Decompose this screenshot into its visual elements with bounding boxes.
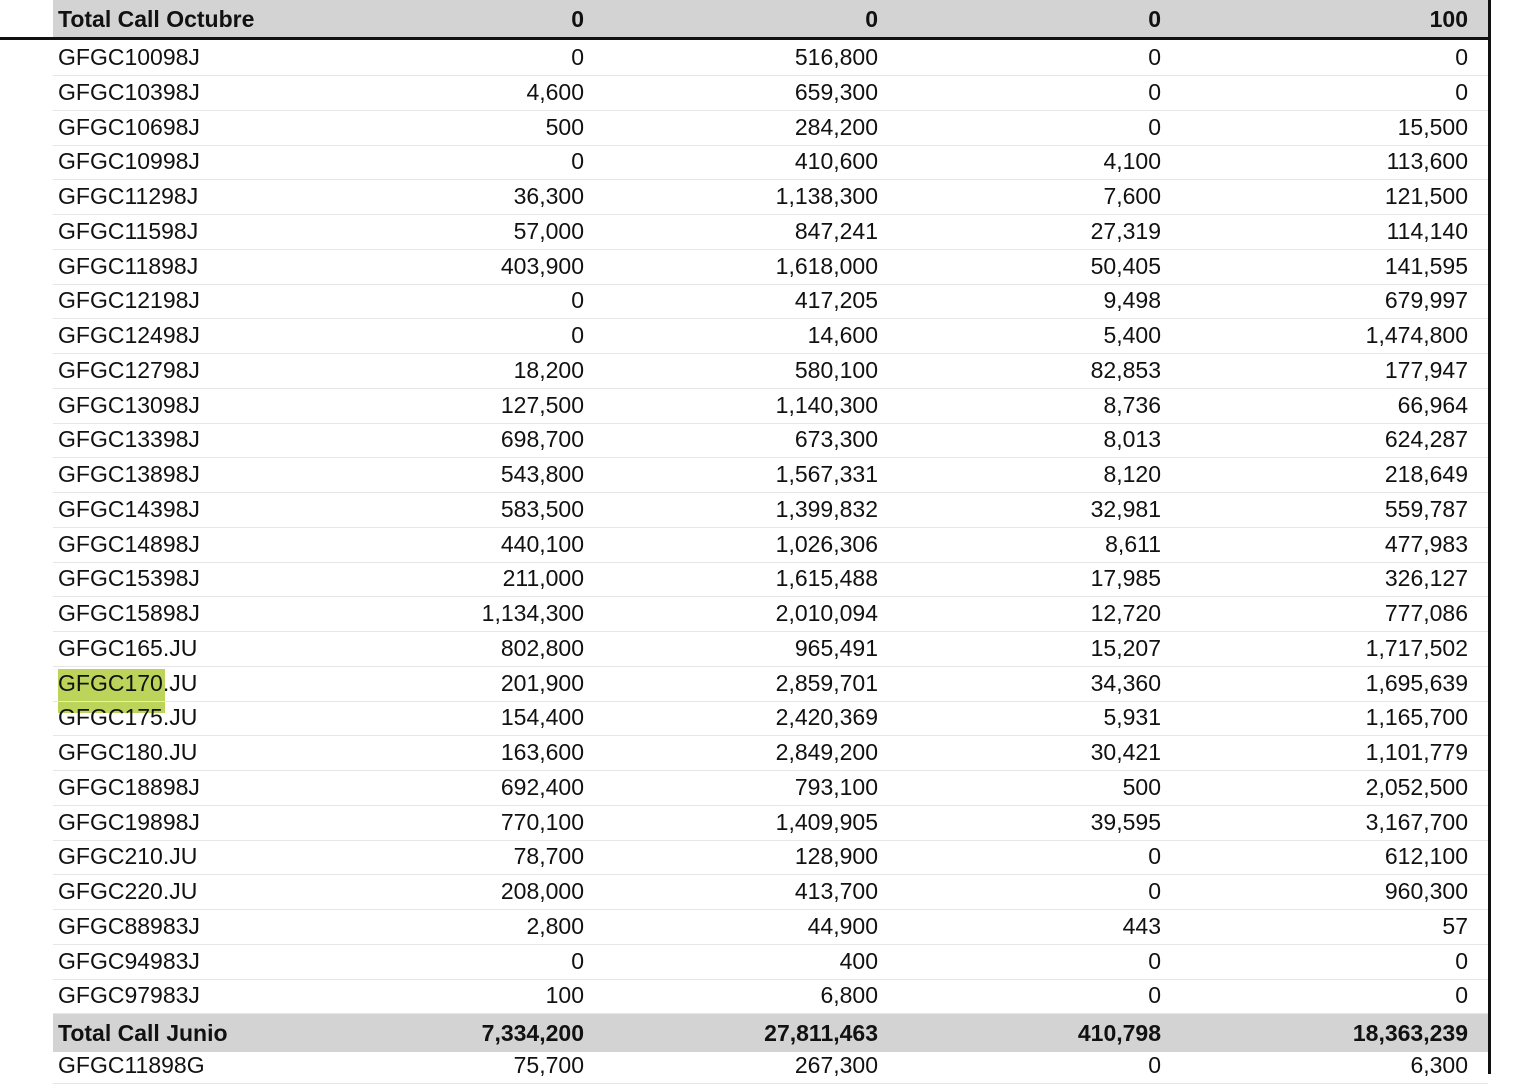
value-cell-col4[interactable]: 0 [1455,982,1468,1009]
table-row [53,144,1488,180]
value-cell-col1[interactable]: 1,134,300 [481,600,584,626]
row-label-cell[interactable]: Total Call Junio [58,1020,228,1046]
value-cell-col3[interactable]: 0 [1148,1052,1161,1078]
table-row [53,75,1488,111]
value-cell-col4[interactable]: 18,363,239 [1352,1020,1468,1046]
value-cell-col1[interactable]: 0 [571,322,584,348]
table-row [53,909,1488,945]
value-cell-col2[interactable]: 580,100 [794,356,878,383]
value-cell-col3[interactable]: 8,736 [1103,391,1161,418]
table-row [53,874,1488,910]
value-cell-col3[interactable]: 39,595 [1090,808,1161,835]
value-cell-col4[interactable]: 2,052,500 [1365,773,1468,800]
value-cell-col2[interactable]: 2,849,200 [775,739,878,765]
total-row-octubre [53,0,1488,38]
value-cell-col4[interactable]: 612,100 [1384,843,1468,870]
value-cell-col2[interactable]: 267,300 [794,1052,878,1078]
value-cell-col3[interactable]: 17,985 [1090,565,1161,592]
value-cell-col4[interactable]: 0 [1455,78,1468,105]
value-cell-col1[interactable]: 0 [571,287,584,314]
table-row [53,110,1488,146]
value-cell-col3[interactable]: 5,931 [1103,704,1161,731]
value-cell-col4[interactable]: 177,947 [1384,356,1468,383]
value-cell-col1[interactable]: 100 [545,982,584,1009]
value-cell-col4[interactable]: 326,127 [1384,565,1468,592]
value-cell-col4[interactable]: 1,165,700 [1365,704,1468,731]
value-cell-col4[interactable]: 114,140 [1386,217,1468,244]
value-cell-col4[interactable]: 218,649 [1384,461,1468,487]
row-label-cell[interactable]: GFGC11898G [58,1052,205,1078]
row-label-cell[interactable]: Total Call Octubre [58,6,255,32]
table-row [53,978,1488,1014]
value-cell-col3[interactable]: 5,400 [1103,322,1161,348]
value-cell-col4[interactable]: 113,600 [1386,148,1468,175]
table-row [53,631,1488,667]
row-label-cell[interactable]: GFGC14398J [58,495,200,522]
value-cell-col4[interactable]: 1,717,502 [1365,634,1468,661]
value-cell-col1[interactable]: 163,600 [500,739,584,765]
row-label-cell[interactable]: GFGC10098J [58,44,200,70]
value-cell-col1[interactable]: 440,100 [500,530,584,557]
value-cell-col2[interactable]: 0 [865,6,878,32]
value-cell-col2[interactable]: 673,300 [794,426,878,453]
value-cell-col4[interactable]: 679,997 [1384,287,1468,314]
value-cell-col1[interactable]: 583,500 [500,495,584,522]
table-row [53,40,1488,76]
row-label-cell[interactable]: GFGC11898J [58,252,199,279]
row-label-cell[interactable]: GFGC97983J [58,982,200,1009]
value-cell-col2[interactable]: 2,010,094 [775,600,878,626]
row-label-cell[interactable]: GFGC12198J [58,287,200,314]
table-row [53,944,1488,980]
row-label-cell[interactable]: GFGC180.JU [58,739,198,765]
value-cell-col2[interactable]: 1,026,306 [775,530,878,557]
row-label-cell[interactable]: GFGC15398J [58,565,200,592]
row-label-cell[interactable]: GFGC11298J [58,183,199,209]
table-row [53,179,1488,215]
value-cell-col3[interactable]: 32,981 [1090,495,1161,522]
value-cell-col4[interactable]: 0 [1455,44,1468,70]
value-cell-col2[interactable]: 417,205 [794,287,878,314]
value-cell-col4[interactable]: 100 [1429,6,1468,32]
value-cell-col3[interactable]: 0 [1148,982,1161,1009]
table-row [53,422,1488,458]
value-cell-col3[interactable]: 0 [1148,843,1161,870]
value-cell-col1[interactable]: 500 [545,113,584,140]
table-row [53,214,1488,250]
row-label-cell[interactable]: GFGC14898J [58,530,200,557]
value-cell-col2[interactable]: 659,300 [794,78,878,105]
value-cell-col3[interactable]: 0 [1148,947,1161,974]
value-cell-col1[interactable]: 201,900 [500,669,584,696]
row-label-cell[interactable]: GFGC175.JU [58,704,198,731]
row-label-cell[interactable]: GFGC13898J [58,461,200,487]
value-cell-col4[interactable]: 960,300 [1384,878,1468,904]
value-cell-col2[interactable]: 1,615,488 [775,565,878,592]
value-cell-col1[interactable]: 0 [571,947,584,974]
row-label-cell[interactable]: GFGC88983J [58,912,200,939]
value-cell-col1[interactable]: 692,400 [500,773,584,800]
value-cell-col1[interactable]: 4,600 [526,78,584,105]
value-cell-col1[interactable]: 802,800 [500,634,584,661]
value-cell-col2[interactable]: 284,200 [794,113,878,140]
value-cell-col1[interactable]: 154,400 [500,704,584,731]
table-row [53,561,1488,597]
value-cell-col2[interactable]: 2,420,369 [775,704,878,731]
table-row [53,666,1488,702]
value-cell-col1[interactable]: 208,000 [500,878,584,904]
value-cell-col1[interactable]: 57,000 [513,217,584,244]
row-label-cell[interactable]: GFGC220.JU [58,878,198,904]
value-cell-col4[interactable]: 6,300 [1410,1052,1468,1078]
value-cell-col3[interactable]: 8,013 [1103,426,1161,453]
row-label-cell[interactable]: GFGC19898J [58,808,200,835]
value-cell-col1[interactable]: 698,700 [500,426,584,453]
row-label-cell[interactable]: GFGC13098J [58,391,200,418]
value-cell-col4[interactable]: 3,167,700 [1365,808,1468,835]
value-cell-col3[interactable]: 4,100 [1103,148,1161,175]
value-cell-col2[interactable]: 6,800 [820,982,878,1009]
value-cell-col3[interactable]: 7,600 [1103,183,1161,209]
table-row [53,388,1488,424]
table-row [53,457,1488,493]
value-cell-col1[interactable]: 2,800 [526,912,584,939]
value-cell-col4[interactable]: 1,474,800 [1365,322,1468,348]
value-cell-col3[interactable]: 0 [1148,44,1161,70]
table-row [53,492,1488,528]
row-label-cell[interactable]: GFGC11598J [58,217,199,244]
row-label-cell[interactable]: GFGC12498J [58,322,200,348]
value-cell-col2[interactable]: 1,618,000 [775,252,878,279]
table-row [53,249,1488,285]
table-row [53,318,1488,354]
value-cell-col4[interactable]: 1,695,639 [1365,669,1468,696]
total-row-junio [53,1014,1488,1052]
row-label-cell[interactable]: GFGC210.JU [58,843,198,870]
value-cell-col4[interactable]: 559,787 [1384,495,1468,522]
value-cell-col3[interactable]: 0 [1148,6,1161,32]
table-row [53,596,1488,632]
value-cell-col1[interactable]: 7,334,200 [481,1020,584,1046]
value-cell-col4[interactable]: 141,595 [1384,252,1468,279]
value-cell-col2[interactable]: 14,600 [807,322,878,348]
value-cell-col1[interactable]: 403,900 [500,252,584,279]
table-row [53,805,1488,841]
value-cell-col4[interactable]: 121,500 [1384,183,1468,209]
value-cell-col3[interactable]: 410,798 [1077,1020,1161,1046]
value-cell-col4[interactable]: 57 [1442,912,1468,939]
value-cell-col1[interactable]: 36,300 [513,183,584,209]
value-cell-col2[interactable]: 27,811,463 [764,1020,878,1046]
value-cell-col2[interactable]: 1,138,300 [775,183,878,209]
table-row [53,770,1488,806]
row-label-cell[interactable]: GFGC13398J [58,426,200,453]
value-cell-col1[interactable]: 18,200 [513,356,584,383]
row-label-cell[interactable]: GFGC15898J [58,600,200,626]
table-row [53,353,1488,389]
value-cell-col4[interactable]: 777,086 [1384,600,1468,626]
value-cell-col3[interactable]: 50,405 [1090,252,1161,279]
table-row [53,527,1488,563]
table-row [53,839,1488,875]
row-label-cell[interactable]: GFGC165.JU [58,634,198,661]
value-cell-col3[interactable]: 82,853 [1090,356,1161,383]
value-cell-col1[interactable]: 0 [571,6,584,32]
value-cell-col2[interactable]: 1,409,905 [775,808,878,835]
value-cell-col1[interactable]: 78,700 [513,843,584,870]
value-cell-col1[interactable]: 770,100 [500,808,584,835]
value-cell-col3[interactable]: 15,207 [1090,634,1161,661]
table-row [53,283,1488,319]
value-cell-col4[interactable]: 0 [1455,947,1468,974]
row-label-cell[interactable]: GFGC10398J [58,78,200,105]
right-border [1488,0,1491,1074]
value-cell-col1[interactable]: 0 [571,148,584,175]
value-cell-col2[interactable]: 1,567,331 [775,461,878,487]
row-label-cell[interactable]: GFGC10698J [58,113,200,140]
value-cell-col1[interactable]: 0 [571,44,584,70]
row-label-cell[interactable]: GFGC170.JU [58,669,198,696]
row-label-cell[interactable]: GFGC12798J [58,356,200,383]
value-cell-col2[interactable]: 400 [839,947,878,974]
value-cell-col1[interactable]: 75,700 [513,1052,584,1078]
value-cell-col3[interactable]: 8,611 [1105,530,1161,557]
value-cell-col1[interactable]: 543,800 [500,461,584,487]
header-bottom-border [0,37,1488,40]
value-cell-col3[interactable]: 12,720 [1090,600,1161,626]
value-cell-col2[interactable]: 793,100 [794,773,878,800]
value-cell-col2[interactable]: 413,700 [794,878,878,904]
value-cell-col4[interactable]: 477,983 [1384,530,1468,557]
value-cell-col3[interactable]: 9,498 [1103,287,1161,314]
value-cell-col3[interactable]: 0 [1148,113,1161,140]
value-cell-col2[interactable]: 516,800 [794,44,878,70]
value-cell-col2[interactable]: 1,399,832 [775,495,878,522]
value-cell-col3[interactable]: 500 [1122,773,1161,800]
value-cell-col2[interactable]: 410,600 [794,148,878,175]
value-cell-col2[interactable]: 847,241 [794,217,878,244]
value-cell-col3[interactable]: 443 [1122,912,1161,939]
table-row [53,700,1488,736]
value-cell-col2[interactable]: 1,140,300 [775,391,878,418]
value-cell-col3[interactable]: 0 [1148,878,1161,904]
value-cell-col3[interactable]: 8,120 [1103,461,1161,487]
row-label-cell[interactable]: GFGC10998J [58,148,200,175]
value-cell-col3[interactable]: 27,319 [1090,217,1161,244]
value-cell-col4[interactable]: 624,287 [1384,426,1468,453]
value-cell-col3[interactable]: 30,421 [1090,739,1161,765]
row-label-cell[interactable]: GFGC18898J [58,773,200,800]
table-row [53,1048,1488,1084]
value-cell-col1[interactable]: 127,500 [500,391,584,418]
value-cell-col2[interactable]: 44,900 [807,912,878,939]
value-cell-col1[interactable]: 211,000 [502,565,584,592]
value-cell-col4[interactable]: 15,500 [1397,113,1468,140]
value-cell-col2[interactable]: 2,859,701 [775,669,878,696]
value-cell-col4[interactable]: 66,964 [1397,391,1468,418]
value-cell-col3[interactable]: 34,360 [1090,669,1161,696]
value-cell-col4[interactable]: 1,101,779 [1365,739,1468,765]
value-cell-col2[interactable]: 965,491 [794,634,878,661]
value-cell-col2[interactable]: 128,900 [794,843,878,870]
value-cell-col3[interactable]: 0 [1148,78,1161,105]
table-row [53,735,1488,771]
row-label-cell[interactable]: GFGC94983J [58,947,200,974]
